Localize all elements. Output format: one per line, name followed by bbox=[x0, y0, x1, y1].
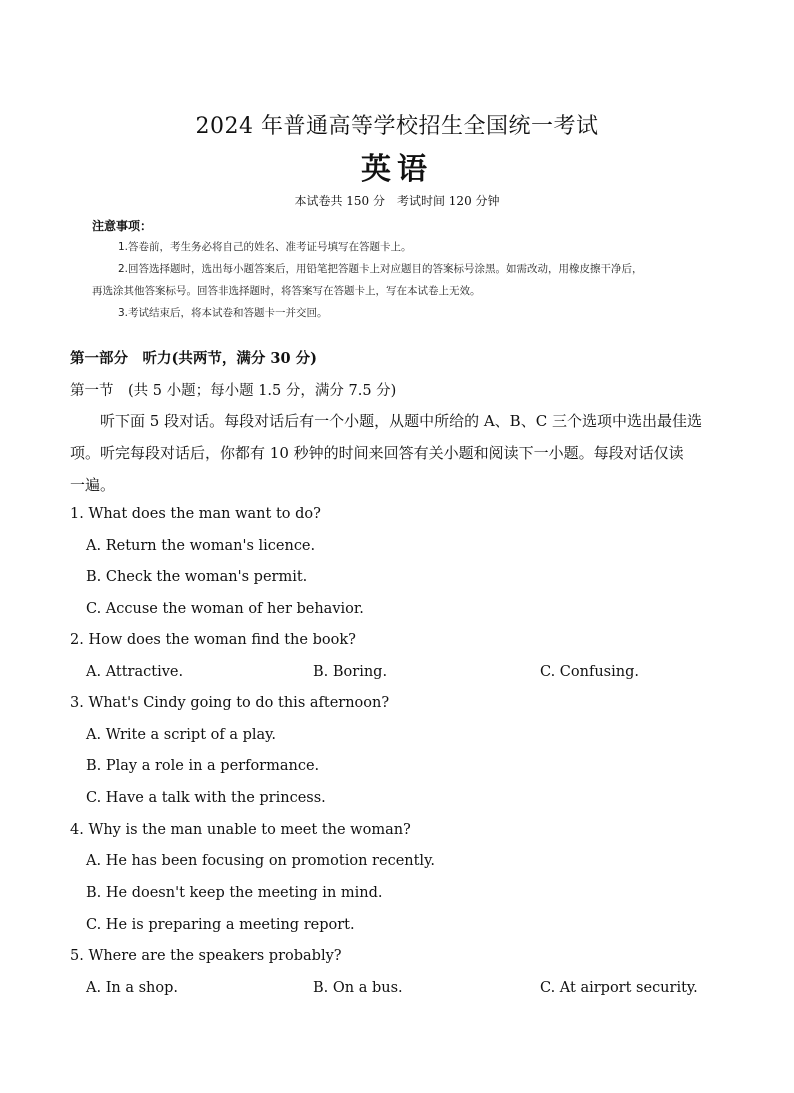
option-c: C. He is preparing a meeting report. bbox=[86, 917, 355, 933]
option-b: B. Play a role in a performance. bbox=[86, 758, 320, 774]
instruction-line: 听下面 5 段对话。每段对话后有一个小题，从题中所给的 A、B、C 三个选项中选出最佳选 bbox=[70, 412, 702, 430]
option-a: A. Attractive. bbox=[86, 664, 184, 680]
exam-title: 2024 年普通高等学校招生全国统一考试 bbox=[195, 114, 599, 139]
option-b: B. On a bus. bbox=[313, 980, 403, 996]
question-stem: 2. How does the woman find the book? bbox=[70, 632, 356, 648]
option-a: A. Return the woman's licence. bbox=[86, 538, 316, 554]
option-c: C. At airport security. bbox=[540, 980, 698, 996]
question-stem: 4. Why is the man unable to meet the woman? bbox=[70, 822, 411, 838]
note-item: 1.答卷前，考生务必将自己的姓名、准考证号填写在答题卡上。 bbox=[118, 241, 412, 253]
question-stem: 5. Where are the speakers probably? bbox=[70, 948, 342, 964]
exam-info: 本试卷共 150 分 考试时间 120 分钟 bbox=[294, 194, 500, 208]
option-a: A. Write a script of a play. bbox=[86, 727, 277, 743]
section-title: 第一节 (共 5 小题；每小题 1.5 分，满分 7.5 分) bbox=[70, 383, 397, 399]
option-a: A. In a shop. bbox=[86, 980, 179, 996]
notes-heading: 注意事项： bbox=[92, 219, 153, 233]
option-b: B. Check the woman's permit. bbox=[86, 569, 308, 585]
option-c: C. Accuse the woman of her behavior. bbox=[86, 601, 364, 617]
option-c: C. Have a talk with the princess. bbox=[86, 790, 326, 806]
option-b: B. He doesn't keep the meeting in mind. bbox=[86, 885, 383, 901]
note-item: 3.考试结束后，将本试卷和答题卡一并交回。 bbox=[118, 307, 328, 319]
option-b: B. Boring. bbox=[313, 664, 388, 680]
option-c: C. Confusing. bbox=[540, 664, 639, 680]
note-item: 再选涂其他答案标号。回答非选择题时，将答案写在答题卡上，写在本试卷上无效。 bbox=[92, 285, 481, 297]
part-title: 第一部分 听力(共两节，满分 30 分) bbox=[70, 350, 317, 367]
option-a: A. He has been focusing on promotion recently. bbox=[86, 853, 435, 869]
note-item: 2.回答选择题时，选出每小题答案后，用铅笔把答题卡上对应题目的答案标号涂黑。如需改动，用橡皮擦干净后， bbox=[118, 263, 643, 275]
instruction-line: 一遍。 bbox=[70, 476, 116, 494]
question-stem: 3. What's Cindy going to do this afternoon? bbox=[70, 695, 390, 711]
instruction-line: 项。听完每段对话后，你都有 10 秒钟的时间来回答有关小题和阅读下一小题。每段对话仅读 bbox=[70, 444, 684, 462]
question-stem: 1. What does the man want to do? bbox=[70, 506, 321, 522]
exam-subject: 英语 bbox=[361, 152, 433, 187]
